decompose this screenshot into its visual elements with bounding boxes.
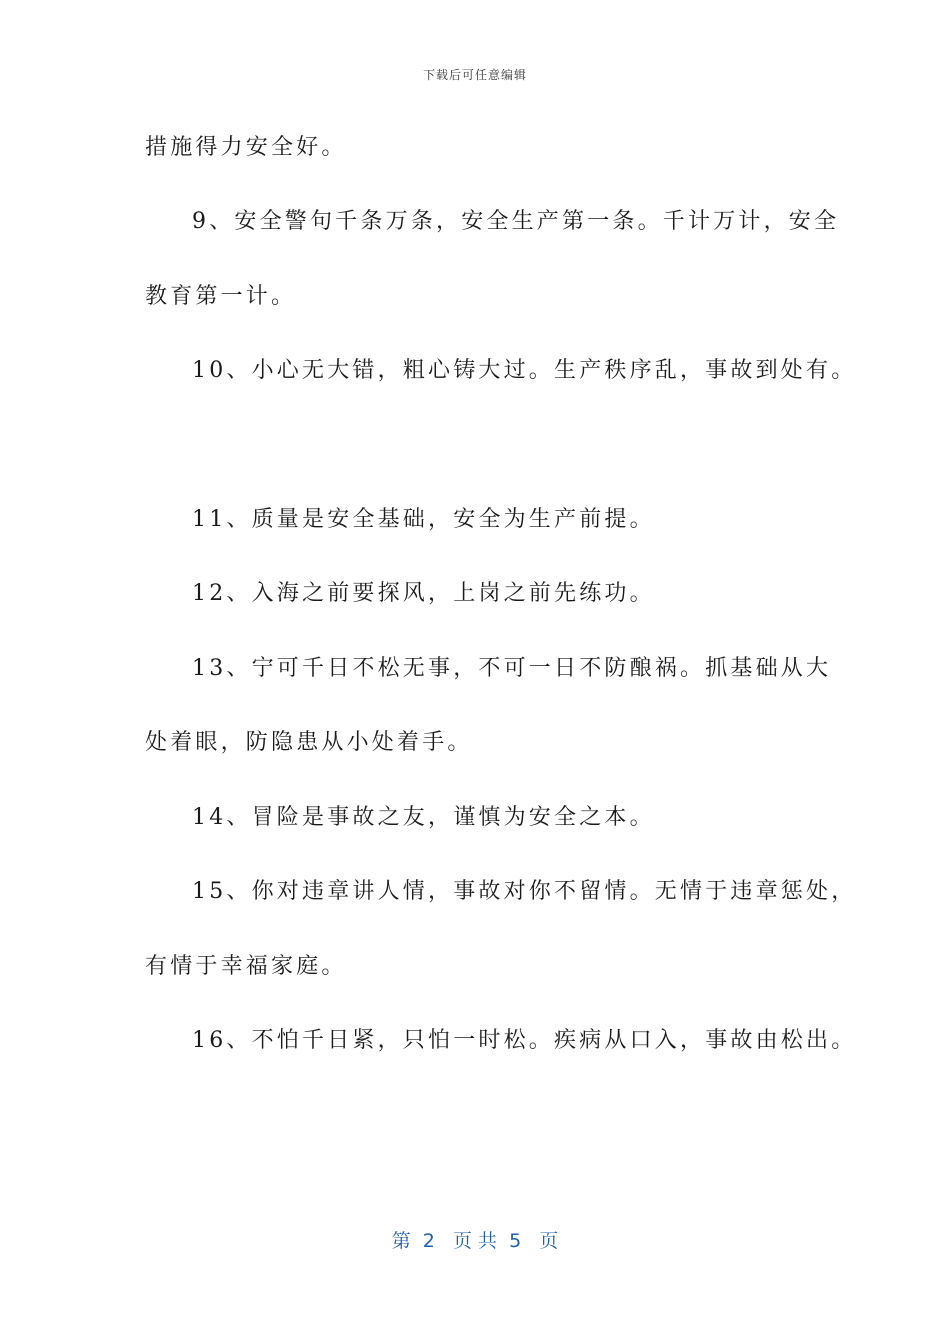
page-header: 下载后可任意编辑 [422,68,527,82]
paragraph-line: 处着眼，防隐患从小处着手。 [145,730,473,755]
paragraph-line: 16、不怕千日紧，只怕一时松。疾病从口入，事故由松出。 [192,1028,857,1053]
paragraph-line: 15、你对违章讲人情，事故对你不留情。无情于违章惩处， [192,879,857,904]
paragraph-line: 教育第一计。 [145,284,297,309]
paragraph-line: 9、安全警句千条万条，安全生产第一条。千计万计，安全 [192,209,840,234]
paragraph-line: 13、宁可千日不松无事，不可一日不防酿祸。抓基础从大 [192,656,832,681]
paragraph-line: 12、入海之前要探风，上岗之前先练功。 [192,581,655,606]
paragraph-line: 14、冒险是事故之友，谨慎为安全之本。 [192,805,655,830]
page-footer-pagination: 第 2 页 共 5 页 [391,1230,559,1252]
paragraph-line: 有情于幸福家庭。 [145,954,347,979]
paragraph-line: 10、小心无大错，粗心铸大过。生产秩序乱，事故到处有。 [192,358,857,383]
paragraph-line: 措施得力安全好。 [145,135,347,160]
paragraph-line: 11、质量是安全基础，安全为生产前提。 [192,507,655,532]
